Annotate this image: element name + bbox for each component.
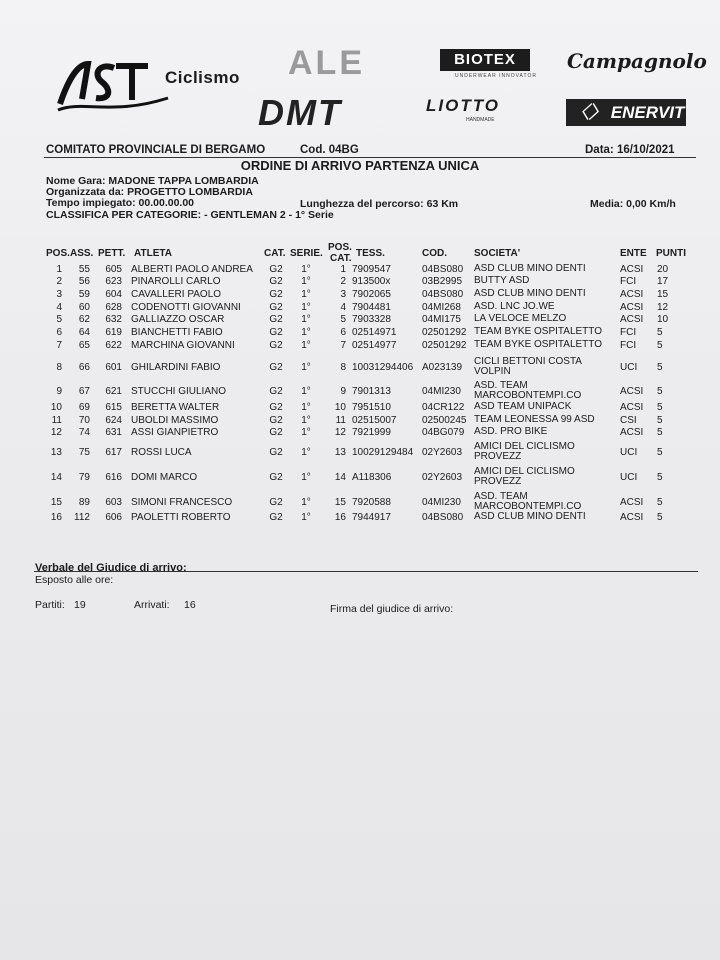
cell-pett: 622 xyxy=(105,340,122,351)
cell-atleta: BERETTA WALTER xyxy=(131,402,220,413)
cell-ente: ACSI xyxy=(620,512,644,523)
esposto-label: Esposto alle ore: xyxy=(35,574,114,586)
cell-poscat: 13 xyxy=(334,447,346,458)
cell-atleta: PINAROLLI CARLO xyxy=(131,276,221,287)
cell-atleta: DOMI MARCO xyxy=(131,472,198,483)
cell-societa xyxy=(474,427,618,437)
cell-poscat: 11 xyxy=(335,415,346,426)
cell-societa-line1: TEAM BYKE OSPITALETTO xyxy=(474,326,602,337)
cell-cat: G2 xyxy=(269,327,283,338)
dmt-logo: DMT xyxy=(258,92,342,133)
cell-atleta: UBOLDI MASSIMO xyxy=(131,415,219,426)
cell-cat: G2 xyxy=(269,314,283,325)
cell-cat: G2 xyxy=(269,362,283,373)
cell-serie: 1° xyxy=(301,415,311,426)
cell-pett: 628 xyxy=(105,302,122,313)
cell-pett: 616 xyxy=(105,472,122,483)
liotto-tagline: HANDMADE xyxy=(466,117,495,123)
cell-punti: 5 xyxy=(657,386,663,397)
cell-societa xyxy=(474,402,618,412)
cell-atleta: GHILARDINI FABIO xyxy=(131,362,221,373)
acsi-ciclismo-label: Ciclismo xyxy=(165,68,240,87)
committee-name: COMITATO PROVINCIALE DI BERGAMO xyxy=(46,144,266,156)
cell-punti: 5 xyxy=(657,415,663,426)
cell-tess: 7951510 xyxy=(352,402,391,413)
cell-punti: 15 xyxy=(657,289,669,300)
cell-cod: 04BS080 xyxy=(422,264,464,275)
cell-cod: 04MI230 xyxy=(422,497,461,508)
cell-serie: 1° xyxy=(301,427,311,438)
cell-societa-line1: ASD. PRO BIKE xyxy=(474,426,548,437)
cell-atleta: STUCCHI GIULIANO xyxy=(131,386,227,397)
cell-cat: G2 xyxy=(269,402,283,413)
cell-poscat: 5 xyxy=(340,314,346,325)
cell-ente: ACSI xyxy=(620,264,644,275)
cell-atleta: MARCHINA GIOVANNI xyxy=(131,340,235,351)
cell-societa xyxy=(474,327,618,337)
cell-punti: 5 xyxy=(657,497,663,508)
cell-serie: 1° xyxy=(301,314,311,325)
cell-pett: 604 xyxy=(105,289,122,300)
cell-pos: 9 xyxy=(56,386,62,397)
cell-tess: 02514971 xyxy=(352,327,397,338)
cell-serie: 1° xyxy=(301,402,311,413)
col-cat: CAT. xyxy=(264,248,286,259)
cell-serie: 1° xyxy=(301,497,311,508)
cell-poscat: 16 xyxy=(334,512,346,523)
cell-cod: 02501292 xyxy=(422,340,467,351)
cell-punti: 10 xyxy=(657,314,669,325)
race-time: Tempo impiegato: 00.00.00.00 xyxy=(46,197,195,209)
cell-pett: 631 xyxy=(105,427,122,438)
partiti-label: Partiti: xyxy=(35,599,65,611)
cell-societa xyxy=(474,512,618,522)
cell-cat: G2 xyxy=(269,289,283,300)
enervit-label: ENERVIT xyxy=(610,103,685,122)
cell-ente: ACSI xyxy=(620,386,644,397)
cell-punti: 12 xyxy=(657,302,669,313)
cell-societa-line2: VOLPIN xyxy=(474,366,511,377)
cell-ente: ACSI xyxy=(620,314,644,325)
col-punti: PUNTI xyxy=(656,248,686,259)
campagnolo-logo: Campagnolo xyxy=(567,49,707,73)
race-average: Media: 0,00 Km/h xyxy=(590,198,676,210)
partiti-value: 19 xyxy=(74,599,86,611)
cell-atleta: BIANCHETTI FABIO xyxy=(131,327,223,338)
cell-societa-line1: AMICI DEL CICLISMO xyxy=(474,466,575,477)
cell-ente: UCI xyxy=(620,447,638,458)
cell-cod: 04MI268 xyxy=(422,302,461,313)
cell-ass: 89 xyxy=(78,497,90,508)
cell-societa xyxy=(474,276,618,286)
cell-pos: 7 xyxy=(56,340,62,351)
cell-tess: A118306 xyxy=(352,472,392,483)
cell-pett: 601 xyxy=(105,362,122,373)
cell-tess: 7944917 xyxy=(352,512,391,523)
col-poscat-1: POS. xyxy=(328,242,352,253)
cell-societa xyxy=(474,467,618,487)
cell-poscat: 14 xyxy=(334,472,346,483)
cell-cod: 03B2995 xyxy=(422,276,463,287)
cell-pos: 8 xyxy=(56,362,62,373)
cell-serie: 1° xyxy=(301,264,311,275)
firma-label: Firma del giudice di arrivo: xyxy=(330,603,454,615)
cell-ass: 62 xyxy=(78,314,90,325)
cell-ass: 55 xyxy=(78,264,90,275)
cell-tess: 7904481 xyxy=(352,302,391,313)
col-poscat-2: CAT. xyxy=(330,253,352,264)
cell-societa xyxy=(474,302,618,312)
race-date: Data: 16/10/2021 xyxy=(585,144,675,156)
cell-pos: 13 xyxy=(50,447,62,458)
cell-tess: 02514977 xyxy=(352,340,397,351)
cell-ass: 64 xyxy=(78,327,90,338)
cell-serie: 1° xyxy=(301,289,311,300)
cell-cod: 04BS080 xyxy=(422,512,464,523)
cell-societa xyxy=(474,314,618,324)
cell-ass: 67 xyxy=(78,386,90,397)
col-pett: PETT. xyxy=(98,248,126,259)
cell-cod: 04BG079 xyxy=(422,427,465,438)
cell-ass: 56 xyxy=(78,276,90,287)
cell-punti: 5 xyxy=(657,402,663,413)
race-classification: CLASSIFICA PER CATEGORIE: - GENTLEMAN 2 - 1° Serie xyxy=(46,209,334,221)
cell-ass: 69 xyxy=(78,402,90,413)
cell-societa-line1: TEAM BYKE OSPITALETTO xyxy=(474,339,602,350)
cell-pos: 10 xyxy=(50,402,62,413)
cell-punti: 5 xyxy=(657,427,663,438)
cell-societa-line1: ASD TEAM UNIPACK xyxy=(474,401,572,412)
cell-pos: 3 xyxy=(56,289,62,300)
cell-societa-line1: CICLI BETTONI COSTA xyxy=(474,356,582,367)
cell-atleta: ASSI GIANPIETRO xyxy=(131,427,219,438)
cell-ente: ACSI xyxy=(620,289,644,300)
race-organizer: Organizzata da: PROGETTO LOMBARDIA xyxy=(46,186,253,198)
cell-serie: 1° xyxy=(301,302,311,313)
cell-ass: 65 xyxy=(78,340,90,351)
verbale-label: Verbale del Giudice di arrivo: xyxy=(35,562,187,574)
cell-pett: 603 xyxy=(105,497,122,508)
cell-ente: ACSI xyxy=(620,302,644,313)
cell-ass: 66 xyxy=(78,362,90,373)
cell-tess: 913500x xyxy=(352,276,391,287)
race-length: Lunghezza del percorso: 63 Km xyxy=(300,198,459,210)
cell-ente: FCI xyxy=(620,276,637,287)
cell-pos: 1 xyxy=(56,264,62,275)
cell-ass: 60 xyxy=(78,302,90,313)
cell-tess: 7901313 xyxy=(352,386,391,397)
cell-poscat: 15 xyxy=(334,497,346,508)
cell-pos: 6 xyxy=(56,327,62,338)
cell-cod: 02500245 xyxy=(422,415,467,426)
cell-pett: 606 xyxy=(105,512,122,523)
cell-ass: 59 xyxy=(78,289,90,300)
cell-tess: 10029129484 xyxy=(352,447,414,458)
arrivati-label: Arrivati: xyxy=(134,599,170,611)
cell-societa-line2: MARCOBONTEMPI.CO xyxy=(474,501,582,512)
cell-ass: 70 xyxy=(78,415,90,426)
col-pos: POS. xyxy=(46,248,70,259)
cell-serie: 1° xyxy=(301,472,311,483)
cell-poscat: 8 xyxy=(340,362,346,373)
cell-poscat: 7 xyxy=(340,340,346,351)
cell-atleta: ALBERTI PAOLO ANDREA xyxy=(131,264,253,275)
cell-pett: 619 xyxy=(105,327,122,338)
cell-cat: G2 xyxy=(269,427,283,438)
cell-serie: 1° xyxy=(301,362,311,373)
cell-punti: 5 xyxy=(657,327,663,338)
cell-ass: 79 xyxy=(78,472,90,483)
cell-societa-line2: PROVEZZ xyxy=(474,451,522,462)
cell-ente: UCI xyxy=(620,362,638,373)
cell-tess: 02515007 xyxy=(352,415,397,426)
cell-societa-line1: ASD CLUB MINO DENTI xyxy=(474,263,586,274)
cell-atleta: CODENOTTI GIOVANNI xyxy=(131,302,241,313)
cell-serie: 1° xyxy=(301,386,311,397)
cell-tess: 7909547 xyxy=(352,264,391,275)
cell-pos: 11 xyxy=(51,415,62,426)
cell-serie: 1° xyxy=(301,327,311,338)
cell-punti: 5 xyxy=(657,340,663,351)
cell-societa xyxy=(474,264,618,274)
cell-pett: 623 xyxy=(105,276,122,287)
cell-ass: 74 xyxy=(78,427,90,438)
cell-pos: 14 xyxy=(50,472,62,483)
cell-punti: 17 xyxy=(657,276,669,287)
cell-atleta: CAVALLERI PAOLO xyxy=(131,289,222,300)
cell-societa-line1: ASD. TEAM xyxy=(474,380,528,391)
cell-societa-line1: ASD CLUB MINO DENTI xyxy=(474,511,586,522)
cell-cod: 04CR122 xyxy=(422,402,465,413)
arrivati-value: 16 xyxy=(184,599,196,611)
col-tess: TESS. xyxy=(356,248,385,259)
cell-serie: 1° xyxy=(301,340,311,351)
committee-code: Cod. 04BG xyxy=(300,144,359,156)
cell-pos: 12 xyxy=(50,427,62,438)
enervit-logo: 〈〉 ENERVIT xyxy=(566,99,686,126)
cell-atleta: PAOLETTI ROBERTO xyxy=(131,512,231,523)
cell-cat: G2 xyxy=(269,276,283,287)
cell-cod: 02501292 xyxy=(422,327,467,338)
biotex-tagline: UNDERWEAR INNOVATOR xyxy=(455,73,537,79)
col-cod: COD. xyxy=(422,248,447,259)
cell-atleta: GALLIAZZO OSCAR xyxy=(131,314,225,325)
cell-poscat: 9 xyxy=(340,386,346,397)
cell-cod: 02Y2603 xyxy=(422,472,463,483)
cell-punti: 5 xyxy=(657,447,663,458)
cell-cod: 04MI175 xyxy=(422,314,461,325)
biotex-logo: BIOTEX xyxy=(440,49,530,71)
col-atleta: ATLETA xyxy=(134,248,172,259)
cell-punti: 5 xyxy=(657,472,663,483)
cell-societa xyxy=(474,492,618,512)
cell-poscat: 1 xyxy=(340,264,346,275)
cell-pett: 621 xyxy=(105,386,122,397)
cell-societa-line1: AMICI DEL CICLISMO xyxy=(474,441,575,452)
cell-cat: G2 xyxy=(269,415,283,426)
page-title: ORDINE DI ARRIVO PARTENZA UNICA xyxy=(240,158,480,173)
cell-societa-line1: BUTTY ASD xyxy=(474,275,530,286)
cell-ente: UCI xyxy=(620,472,638,483)
cell-pett: 605 xyxy=(105,264,122,275)
cell-poscat: 12 xyxy=(334,427,346,438)
cell-societa-line1: ASD CLUB MINO DENTI xyxy=(474,288,586,299)
cell-societa xyxy=(474,340,618,350)
cell-societa-line1: ASD. TEAM xyxy=(474,491,528,502)
cell-ente: FCI xyxy=(620,340,637,351)
cell-societa xyxy=(474,442,618,462)
cell-societa xyxy=(474,415,618,425)
cell-societa-line1: LA VELOCE MELZO xyxy=(474,313,567,324)
cell-ente: ACSI xyxy=(620,402,644,413)
cell-pett: 615 xyxy=(105,402,122,413)
cell-atleta: SIMONI FRANCESCO xyxy=(131,497,233,508)
cell-pos: 16 xyxy=(50,512,62,523)
cell-societa xyxy=(474,381,618,401)
cell-cat: G2 xyxy=(269,340,283,351)
cell-pos: 2 xyxy=(56,276,62,287)
cell-tess: 7902065 xyxy=(352,289,391,300)
ale-logo: ALE xyxy=(288,44,365,82)
cell-ente: ACSI xyxy=(620,497,644,508)
cell-ass: 75 xyxy=(78,447,90,458)
cell-tess: 7903328 xyxy=(352,314,391,325)
cell-serie: 1° xyxy=(301,512,311,523)
cell-cat: G2 xyxy=(269,447,283,458)
cell-serie: 1° xyxy=(301,276,311,287)
cell-cod: A023139 xyxy=(422,362,463,373)
cell-societa-line2: PROVEZZ xyxy=(474,476,522,487)
cell-cat: G2 xyxy=(269,512,283,523)
cell-societa-line2: MARCOBONTEMPI.CO xyxy=(474,390,582,401)
cell-punti: 20 xyxy=(657,264,669,275)
col-ente: ENTE xyxy=(620,248,647,259)
cell-cat: G2 xyxy=(269,302,283,313)
cell-poscat: 6 xyxy=(340,327,346,338)
cell-ente: ACSI xyxy=(620,427,644,438)
cell-tess: 7920588 xyxy=(352,497,391,508)
cell-societa-line1: ASD. LNC JO.WE xyxy=(474,301,555,312)
cell-tess: 10031294406 xyxy=(352,362,414,373)
cell-ente: CSI xyxy=(620,415,637,426)
cell-atleta: ROSSI LUCA xyxy=(131,447,192,458)
cell-poscat: 3 xyxy=(340,289,346,300)
cell-poscat: 10 xyxy=(334,402,346,413)
race-name: Nome Gara: MADONE TAPPA LOMBARDIA xyxy=(46,175,259,187)
cell-pett: 624 xyxy=(105,415,122,426)
cell-tess: 7921999 xyxy=(352,427,391,438)
cell-punti: 5 xyxy=(657,362,663,373)
col-serie: SERIE. xyxy=(290,248,323,259)
cell-societa xyxy=(474,289,618,299)
cell-cod: 04MI230 xyxy=(422,386,461,397)
cell-serie: 1° xyxy=(301,447,311,458)
acsi-logo xyxy=(52,54,172,116)
cell-cat: G2 xyxy=(269,386,283,397)
cell-ente: FCI xyxy=(620,327,637,338)
cell-pos: 15 xyxy=(50,497,62,508)
cell-cod: 02Y2603 xyxy=(422,447,463,458)
cell-poscat: 4 xyxy=(340,302,346,313)
cell-cat: G2 xyxy=(269,264,283,275)
cell-punti: 5 xyxy=(657,512,663,523)
cell-pos: 4 xyxy=(56,302,62,313)
cell-cat: G2 xyxy=(269,472,283,483)
cell-cat: G2 xyxy=(269,497,283,508)
cell-pos: 5 xyxy=(56,314,62,325)
cell-pett: 617 xyxy=(105,447,122,458)
liotto-logo: LIOTTO xyxy=(426,96,501,115)
col-ass: ASS. xyxy=(70,248,94,259)
cell-pett: 632 xyxy=(105,314,122,325)
col-societa: SOCIETA' xyxy=(474,248,521,259)
cell-ass: 112 xyxy=(74,512,90,523)
cell-societa xyxy=(474,357,618,377)
cell-cod: 04BS080 xyxy=(422,289,464,300)
cell-poscat: 2 xyxy=(340,276,346,287)
cell-societa-line1: TEAM LEONESSA 99 ASD xyxy=(474,414,595,425)
